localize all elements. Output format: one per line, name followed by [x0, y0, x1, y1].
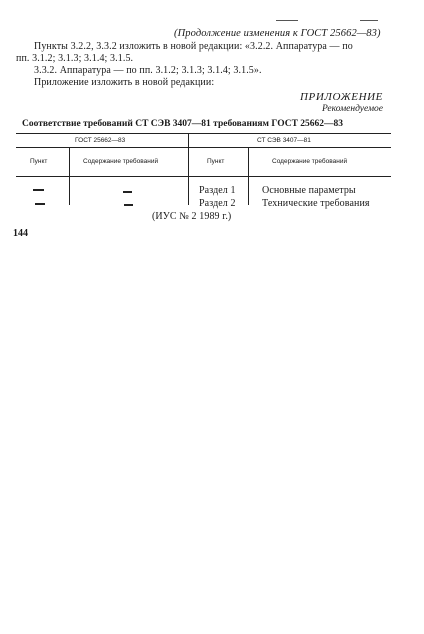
divider-group — [188, 134, 189, 205]
paragraph-line-3: 3.3.2. Аппаратура — по пп. 3.1.2; 3.1.3; 3.1.4; 3.1.5». — [34, 65, 262, 76]
row2-c2-dash — [124, 204, 133, 206]
row2-c4: Технические требования — [262, 198, 370, 209]
col-header-3: Пункт — [207, 158, 225, 165]
divider-c3-c4 — [248, 147, 249, 205]
page-number: 144 — [13, 228, 28, 239]
table-top-rule — [16, 133, 391, 134]
row1-c2-dash — [123, 191, 132, 193]
header-rule-left — [276, 20, 298, 21]
header-rule-right — [360, 20, 378, 21]
row2-c3: Раздел 2 — [199, 198, 236, 209]
table-caption: Соответствие требований СТ СЭВ 3407—81 требованиям ГОСТ 25662—83 — [22, 119, 344, 129]
paragraph-line-4: Приложение изложить в новой редакции: — [34, 77, 215, 88]
col-header-4: Содержание требований — [272, 158, 348, 165]
row2-c1-dash — [35, 203, 45, 205]
appendix-title: ПРИЛОЖЕНИЕ — [300, 91, 383, 103]
continuation-header: (Продолжение изменения к ГОСТ 25662—83) — [174, 28, 381, 39]
row1-c3: Раздел 1 — [199, 185, 236, 196]
paragraph-line-2: пп. 3.1.2; 3.1.3; 3.1.4; 3.1.5. — [16, 53, 134, 64]
divider-c1-c2 — [69, 147, 70, 205]
group-header-left: ГОСТ 25662—83 — [75, 137, 126, 144]
table-header-bottom-rule — [16, 176, 391, 177]
paragraph-line-1: Пункты 3.2.2, 3.3.2 изложить в новой редакции: «3.2.2. Аппаратура — по — [34, 41, 353, 52]
footer-note: (ИУС № 2 1989 г.) — [152, 211, 232, 222]
row1-c1-dash — [33, 189, 44, 191]
col-header-2: Содержание требований — [83, 158, 159, 165]
row1-c4: Основные параметры — [262, 185, 356, 196]
group-header-right: СТ СЭВ 3407—81 — [257, 137, 311, 144]
col-header-1: Пункт — [30, 158, 48, 165]
table-group-rule — [16, 147, 391, 148]
appendix-subtitle: Рекомендуемое — [321, 104, 383, 114]
